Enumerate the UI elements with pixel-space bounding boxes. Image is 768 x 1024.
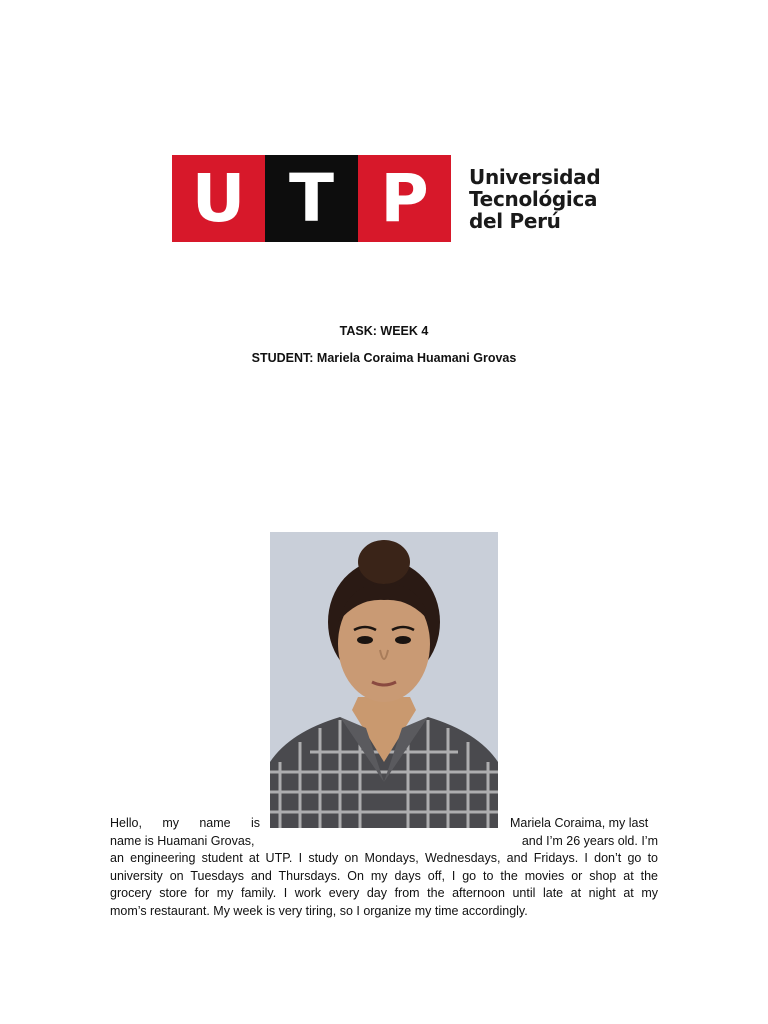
logo-text-line: del Perú (469, 209, 561, 233)
utp-logo-wordmark (469, 166, 600, 232)
paragraph-line: mom’s restaurant. My week is very tiring, so I organize my time accordingly. (110, 903, 528, 918)
task-heading: TASK: WEEK 4 (339, 324, 429, 338)
paragraph-line: an engineering student at UTP. I study on Mondays, Wednesdays, and Fridays. I don’t go to (110, 851, 658, 866)
paragraph-line-left: name is Huamani Grovas, (110, 833, 255, 848)
portrait-illustration (270, 532, 498, 828)
paragraph-line (110, 833, 658, 851)
student-photo (270, 532, 498, 828)
paragraph-line-right: Mariela Coraima, my last (510, 816, 649, 830)
paragraph-line: grocery store for my family. I work every day from the afternoon until late at night at my (110, 886, 658, 901)
logo-letter-p: P (358, 155, 451, 242)
word: name (199, 816, 231, 830)
paragraph-line: university on Tuesdays and Thursdays. On my days off, I go to the movies or shop at the (110, 868, 658, 883)
word: Hello, (110, 816, 142, 830)
intro-paragraph (110, 815, 658, 921)
logo-text-line: Universidad (469, 165, 601, 189)
paragraph-line (110, 815, 658, 833)
word: is (250, 816, 260, 830)
utp-logo-mark (172, 155, 451, 242)
student-heading: STUDENT: Mariela Coraima Huamani Grovas (251, 351, 517, 365)
logo-letter-u: U (172, 155, 265, 242)
utp-logo (144, 88, 624, 310)
paragraph-line-right: and I’m 26 years old. I’m (521, 833, 658, 848)
logo-letter-t: T (265, 155, 358, 242)
paragraph-line-left (110, 815, 260, 833)
word: my (162, 816, 179, 830)
logo-text-line: Tecnológica (469, 187, 598, 211)
